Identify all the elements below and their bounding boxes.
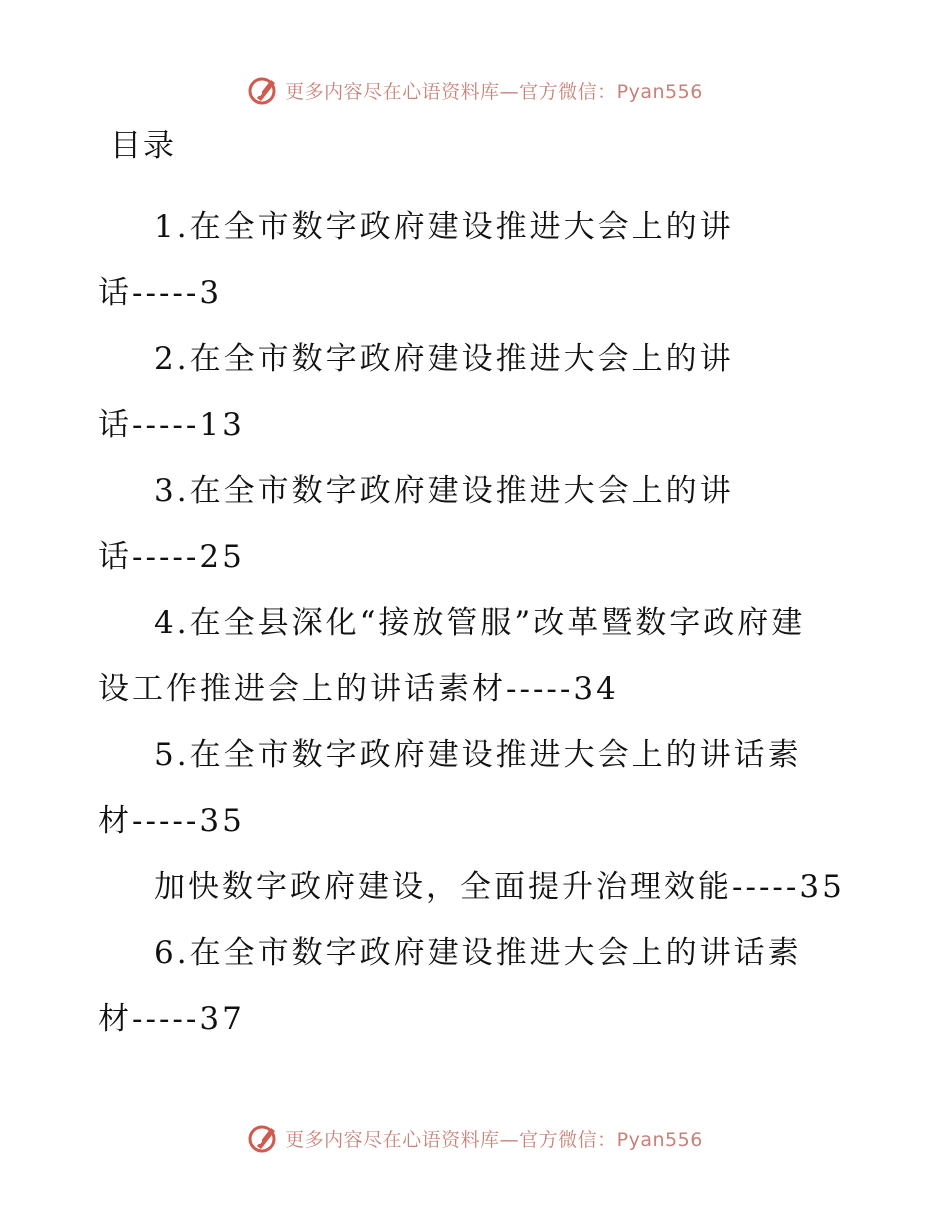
- watermark-text: 更多内容尽在心语资料库—官方微信：Pyan556: [285, 80, 703, 103]
- toc-entry-line: 材-----37: [98, 1001, 245, 1037]
- toc-entry-line: 6.在全市数字政府建设推进大会上的讲话素: [154, 935, 802, 971]
- toc-entry: [98, 854, 858, 920]
- toc-entry-line: 话-----13: [98, 407, 245, 443]
- toc-entry: [98, 590, 858, 722]
- footer-watermark: [0, 1118, 950, 1158]
- toc-entry: [98, 920, 858, 1052]
- toc-entry-line: 话-----25: [98, 539, 245, 575]
- toc-entry-line: 设工作推进会上的讲话素材-----34: [98, 671, 619, 707]
- toc-entry-line: 话-----3: [98, 275, 223, 311]
- toc-entry-line: 5.在全市数字政府建设推进大会上的讲话素: [154, 737, 802, 773]
- toc-entry-line: 材-----35: [98, 803, 245, 839]
- toc-entry: [98, 194, 858, 326]
- toc-entry-line: 加快数字政府建设，全面提升治理效能-----35: [154, 869, 845, 905]
- toc-entry: [98, 326, 858, 458]
- pen-logo-icon: [247, 74, 279, 106]
- toc-entry-line: 1.在全市数字政府建设推进大会上的讲: [154, 209, 734, 245]
- toc-entry: [98, 458, 858, 590]
- pen-logo-icon: [247, 1122, 279, 1154]
- table-of-contents: [98, 194, 858, 1052]
- toc-entry-line: 4.在全县深化“接放管服”改革暨数字政府建: [154, 605, 806, 641]
- toc-entry-line: 2.在全市数字政府建设推进大会上的讲: [154, 341, 734, 377]
- header-watermark: [0, 70, 950, 110]
- watermark-text: 更多内容尽在心语资料库—官方微信：Pyan556: [285, 1128, 703, 1151]
- toc-title: 目录: [110, 128, 176, 164]
- toc-entry: [98, 722, 858, 854]
- toc-entry-line: 3.在全市数字政府建设推进大会上的讲: [154, 473, 734, 509]
